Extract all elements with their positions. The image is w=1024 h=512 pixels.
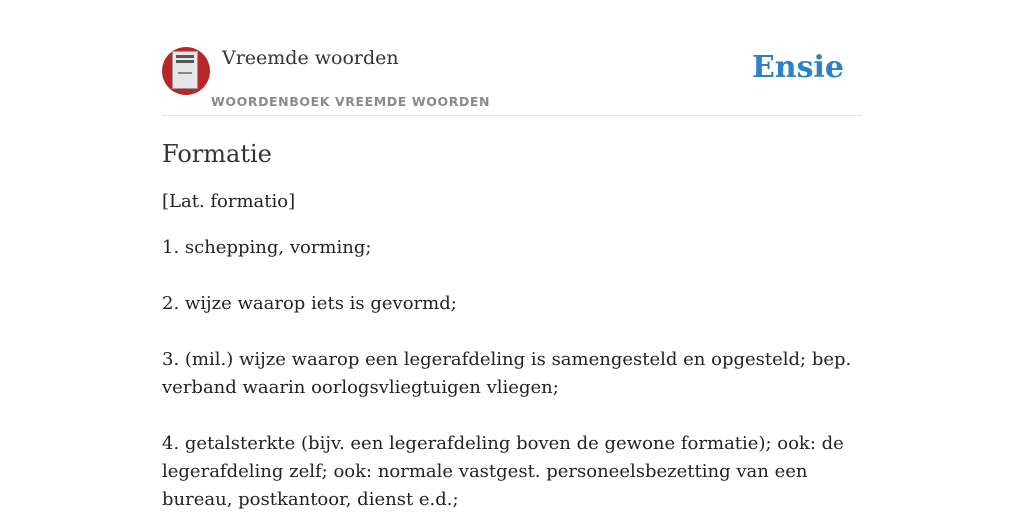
book-cover-icon[interactable] xyxy=(162,47,210,95)
entry-content xyxy=(162,138,862,512)
cover-subtitle-line xyxy=(178,72,192,74)
entry-etymology: [Lat. formatio] xyxy=(162,191,296,212)
book-title-link[interactable]: Vreemde woorden xyxy=(222,47,399,69)
definition-list xyxy=(162,234,862,512)
book-cover-image xyxy=(172,51,198,89)
cover-title-line xyxy=(176,55,194,58)
cover-title-line xyxy=(176,60,194,63)
definition-item: 2. wijze waarop iets is gevormd; xyxy=(162,293,457,314)
book-subtitle: WOORDENBOEK VREEMDE WOORDEN xyxy=(211,94,491,109)
definition-item: 3. (mil.) wijze waarop een legerafdeling is samengesteld en opgesteld; bep. verband waarin oorlogsvliegtuigen vliegen; xyxy=(162,349,852,398)
definition-item: 4. getalsterkte (bijv. een legerafdeling boven de gewone formatie); ook: de legerafdeling zelf; ook: normale vastgest. personeelsbezetting van een bureau, postkantoor, dienst e.d.; xyxy=(162,433,844,510)
definition-item: 1. schepping, vorming; xyxy=(162,237,372,258)
entry-term: Formatie xyxy=(162,140,272,168)
header xyxy=(162,40,862,116)
brand-logo-link[interactable]: Ensie xyxy=(751,50,844,85)
